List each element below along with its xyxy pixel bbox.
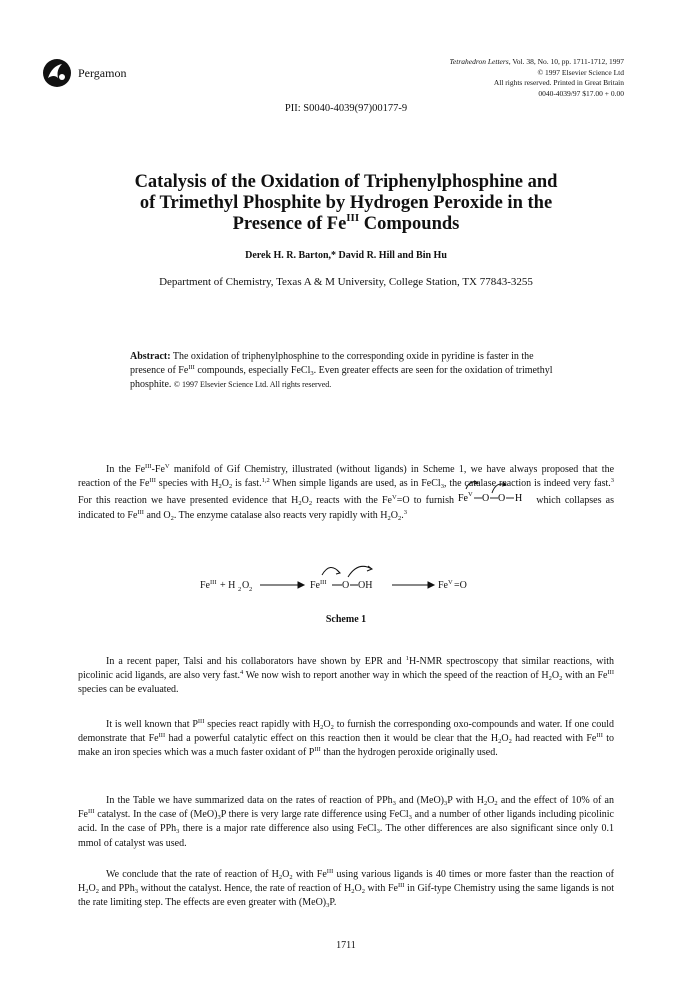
scheme-arrowhead-2 [428,582,434,588]
title-line-3: Presence of $Fe^{III}$ Compounds [232,212,460,234]
scheme-1-diagram [196,555,496,595]
scheme-curly-arrow-2 [348,566,372,577]
scheme-plus-h: + H [220,580,236,591]
scheme-reactant-sup: III [210,579,217,586]
publisher-logo [42,58,72,88]
formula-o1: O [482,493,490,505]
abstract: Abstract: The oxidation of triphenylphosphine to the corresponding oxide in pyridine is faster in the presence of $Fe^{III}$ compounds, especially FeCl$_3$. Even greater effects are seen for the oxidation of trimethyl phosphite. © 1997 Elsevier Science Ltd. All rights reserved. [130,351,553,390]
scheme-sub-a: 2 [238,586,242,593]
paragraph-4: In the Table we have summarized data on the rates of reaction of PPh$_3$ and $(MeO)_3P$ with $H_2O_2$ and the effect of 10% of an $Fe^{III}$ catalyst. In the case of $(MeO)_3P$ there is very large rate difference using FeCl$_3$ and a number of other ligands including picolinic acid. In the case of PPh$_3$ there is a major rate difference also using FeCl$_3$. The other differences are also significant since only 0.1 mmol of catalyst was used. [78,795,614,849]
publisher-name: Pergamon [78,66,127,80]
issn-line: 0040-4039/97 $17.00 + 0.00 [538,88,624,98]
scheme-mid-o: O [342,580,350,591]
copyright-line: © 1997 Elsevier Science Ltd [537,67,624,77]
paragraph-5: We conclude that the rate of reaction of $H_2O_2$ with $Fe^{III}$ using various ligands is 40 times or more faster than the reaction of $H_2O_2$ and PPh$_3$ without the catalyst. Hence, the rate of reaction of $H_2O_2$ with $Fe^{III}$ in Gif-type Chemistry using the same ligands is not the rate limiting step. The effects are even greater with $(MeO)_3P$. [78,868,615,910]
scheme-curly-head-1 [336,570,340,574]
rights-line: All rights reserved. Printed in Great Britain [493,78,624,87]
scheme-mid-sup: III [320,579,327,586]
abstract-copyright: © 1997 Elsevier Science Ltd. All rights reserved. [173,379,332,389]
abstract-label: Abstract: [130,351,171,362]
scheme-mid-oh: OH [358,580,373,591]
paragraph-3: It is well known that $P^{III}$ species react rapidly with $H_2O_2$ to furnish the corresponding oxo-compounds and water. If one could demonstrate that $Fe^{III}$ had a powerful catalytic effect on this reaction then it would be clear that the $H_2O_2$ had reacted with $Fe^{III}$ to make an iron species which was a much faster oxidant of $P^{III}$ than the hydrogen peroxide originally used. [78,718,615,759]
scheme-label: Scheme 1 [325,614,367,625]
formula-sup: V [468,491,473,499]
scheme-o: O [242,580,250,591]
title-line-1: Catalysis of the Oxidation of Triphenylphosphine and [134,172,558,192]
title-line-2: of Trimethyl Phosphite by Hydrogen Peroxide in the [139,193,553,213]
formula-o2: O [498,493,506,505]
scheme-prod-sup: V [448,579,453,586]
peroxo-formula [458,491,532,505]
scheme-arrowhead-1 [298,582,304,588]
formula-h: H [515,493,523,505]
affiliation: Department of Chemistry, Texas A & M University, College Station, TX 77843-3255 [159,276,533,288]
authors: Derek H. R. Barton,* David R. Hill and Bin Hu [245,250,447,261]
pii: PII: S0040-4039(97)00177-9 [284,103,408,114]
article-title [100,172,592,235]
paragraph-1: In the $Fe^{III}-Fe^V$ manifold of Gif Chemistry, illustrated (without ligands) in Scheme 1, we have always proposed that the reaction of the $Fe^{III}$ species with $H_2O_2$ is fast.$^{1,2}$ When simple ligands are used, as in FeCl$_3$, the catalase reaction is indeed very fast.$^3$ For this reaction we have presented evidence that $H_2O_2$ reacts with the $Fe^V=O$ to furnish Fe V O O H which collapses as indicated to $Fe^{III}$ and $O_2$. The enzyme catalase also reacts very rapidly with $H_2O_2.^3$ [78,463,615,522]
citation-detail: , Vol. 38, No. 10, pp. 1711-1712, 1997 [508,57,624,66]
formula-fe: Fe [458,493,469,505]
scheme-prod-fe: Fe [438,580,448,591]
scheme-prod-o: =O [454,580,467,591]
scheme-mid-fe: Fe [310,580,320,591]
citation-line [344,57,624,68]
scheme-reactant-fe: Fe [200,580,210,591]
page-number: 1711 [336,940,356,951]
scheme-sub-b: 2 [249,586,253,593]
citation-block [344,57,624,99]
paragraph-2: In a recent paper, Talsi and his collaborators have shown by EPR and $^1$H-NMR spectroscopy that similar reactions, with picolinic acid ligands, are also very fast.$^4$ We now wish to report another way in which the speed of the reaction of $H_2O_2$ with an $Fe^{III}$ species can be evaluated. [78,655,615,696]
journal-name: Tetrahedron Letters [449,57,509,66]
